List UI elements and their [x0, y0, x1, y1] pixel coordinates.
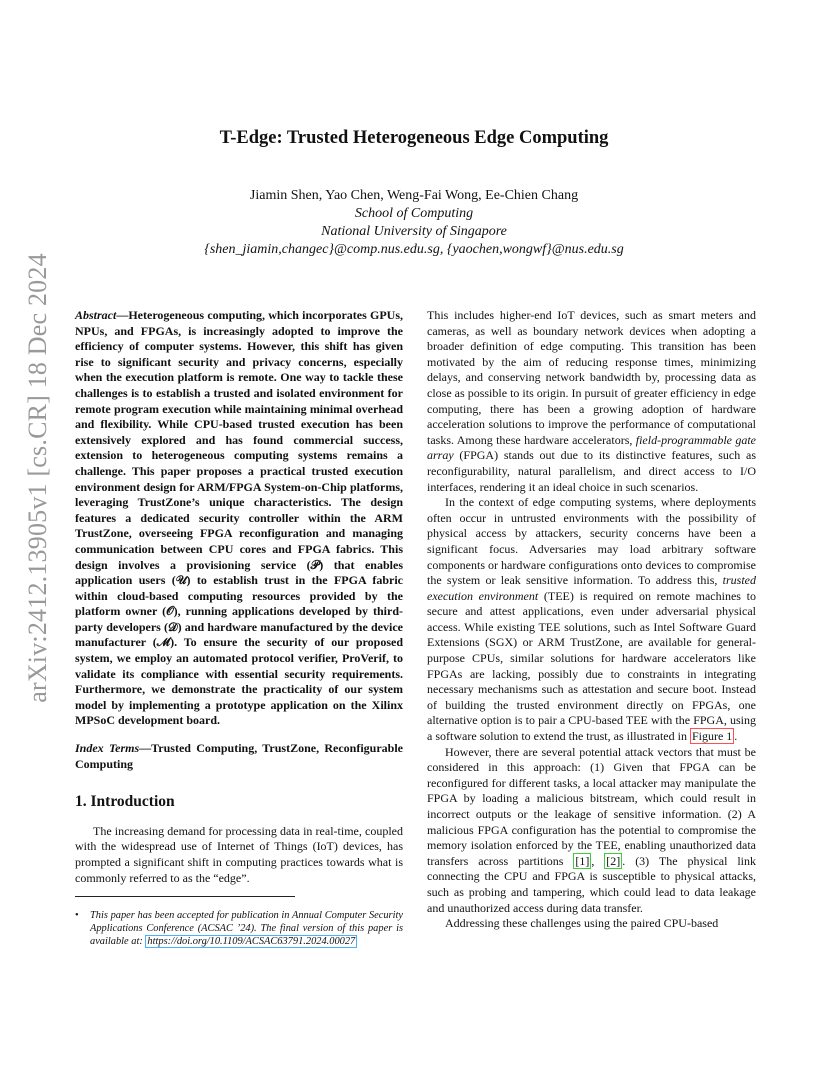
- author-names: Jiamin Shen, Yao Chen, Weng-Fai Wong, Ee-Chien Chang: [249, 188, 579, 203]
- citation-1-link[interactable]: [1]: [575, 853, 590, 868]
- email-group-1: {shen_jiamin,changec}@comp.nus.edu.sg: [204, 242, 440, 257]
- paragraph-2-end: (TEE) is required on remote machines to secure and attest applications, even under adversarial physical access. While existing TEE solutions, such as Intel Software Guard Extensions (SGX) or ARM TrustZone, are available for general-purpose CPUs, similar solutions for hardware accelerators like FPGAs are lacking, possibly due to constraints in integrating necessary mechanisms such as attestation and secure boot. Instead of building the trusted environment directly on FPGAs, one alternative option is to pair a CPU-based TEE with the FPGA, using a software solution to extend the trust, as illustrated in: [427, 588, 756, 744]
- section-heading-introduction: 1. Introduction: [75, 793, 175, 811]
- author-block: [0, 187, 828, 259]
- abstract-label: Abstract: [75, 308, 117, 322]
- abstract: [75, 308, 403, 729]
- paragraph-2: [427, 495, 756, 745]
- footnote: [75, 909, 403, 948]
- intro-paragraph: The increasing demand for processing data in real-time, coupled with the widespread use of Internet of Things (IoT) devices, has prompted a significant shift in computing practices towards what is commonly referred to as the “edge”.: [75, 823, 403, 885]
- arxiv-identifier-stamp: [20, 252, 56, 703]
- left-column: [75, 308, 403, 948]
- email-group-2: {yaochen,wongwf}@nus.edu.sg: [446, 242, 624, 257]
- paragraph-2-text: In the context of edge computing systems, where deployments often occur in untrusted environments with the possibility of physical access by attackers, security concerns have been a significant focus. Adversaries may load arbitrary software components or hardware configurations onto devices to compromise the system or leak sensitive information. To address this,: [427, 495, 756, 588]
- citation-separator: ,: [591, 853, 605, 868]
- paragraph-3: [427, 745, 756, 917]
- footnote-rule: [75, 896, 295, 897]
- index-terms: [75, 741, 403, 772]
- footnote-bullet: •: [75, 910, 79, 922]
- footnote-text: This paper has been accepted for publication in Annual Computer Security Applications Conference (ACSAC ’24). The final version of this paper is available at:: [90, 910, 403, 948]
- paragraph-1-end: (FPGA) stands out due to its distinctive features, such as reconfigurability, natural parallelism, and direct access to I/O interfaces, rendering it an ideal choice in such scenarios.: [427, 448, 756, 494]
- affiliation-school: School of Computing: [354, 206, 474, 221]
- tee-term: trusted execution environment: [427, 573, 756, 603]
- figure-1-link[interactable]: Figure 1: [691, 729, 733, 744]
- doi-link[interactable]: https://doi.org/10.1109/ACSAC63791.2024.00027: [147, 936, 356, 948]
- fpga-term: field-programmable gate array: [427, 432, 757, 463]
- index-terms-label: Index Terms: [75, 741, 140, 756]
- citation-2-link[interactable]: [2]: [606, 853, 621, 868]
- paper-title: T-Edge: Trusted Heterogeneous Edge Computing: [219, 128, 609, 148]
- email-separator: ,: [439, 242, 447, 257]
- paragraph-1: [427, 308, 756, 495]
- paragraph-3-text: However, there are several potential attack vectors that must be considered in this approach: (1) Given that FPGA can be reconfigured for different tasks, a local attacker may manipulate the FPGA by loading a malicious bitstream, which could result in incorrect outputs or the leakage of sensitive information. (2) A malicious FPGA configuration has the potential to compromise the memory isolation enforced by the TEE, enabling unauthorized data transfers across partitions: [427, 744, 756, 868]
- right-column: [427, 308, 756, 932]
- paragraph-4: Addressing these challenges using the paired CPU-based: [445, 916, 719, 931]
- paragraph-3-end: . (3) The physical link connecting the CPU and FPGA is susceptible to physical attacks, such as probing and tampering, which could lead to data leakage and unauthorized access during data transfer.: [427, 853, 757, 915]
- arxiv-id-text: arXiv:2412.13905v1 [cs.CR] 18 Dec 2024: [23, 252, 52, 703]
- author-emails: [0, 241, 828, 259]
- paragraph-1-text: This includes higher-end IoT devices, such as smart meters and cameras, as well as boundary network devices when adopting a broader definition of edge computing. This transition has been motivated by the aim of reducing response times, minimizing delays, and conserving network bandwidth by, processing data as close as possible to its origin. In pursuit of greater efficiency in edge computing, there has been a growing adoption of hardware acceleration solutions to improve the performance of computational tasks. Among these hardware accelerators,: [427, 308, 756, 447]
- index-terms-text: —Trusted Computing, TrustZone, Reconfigurable Computing: [75, 741, 403, 771]
- affiliation-university: National University of Singapore: [321, 224, 507, 239]
- paragraph-2-tail: .: [734, 729, 738, 744]
- abstract-text: —Heterogeneous computing, which incorporates GPUs, NPUs, and FPGAs, is increasingly adopted to improve the efficiency of computer systems. However, this shift has given rise to significant security and privacy concerns, especially when the execution platform is remote. One way to tackle these challenges is to establish a trusted and isolated environment for remote program execution while maintaining minimal overhead and flexibility. While CPU-based trusted execution has been extensively explored and has found commercial success, extension to heterogeneous computing systems remains a challenge. This paper proposes a practical trusted execution environment design for ARM/FPGA System-on-Chip platforms, leveraging TrustZone’s unique characteristics. The design features a dedicated security controller within the ARM TrustZone, overseeing FPGA reconfiguration and managing communication between CPU cores and FPGA fabrics. This design involves a provisioning service (𝒫) that enables application users (𝒰) to establish trust in the FPGA fabric within cloud-based computing resources provided by the platform owner (𝒪), running applications developed by third-party developers (𝒟) and hardware manufactured by the device manufacturer (ℳ). To ensure the security of our proposed system, we employ an automated protocol verifier, ProVerif, to validate its compliance with essential security requirements. Furthermore, we demonstrate the practicality of our system model by implementing a prototype application on the Xilinx MPSoC development board.: [75, 308, 403, 728]
